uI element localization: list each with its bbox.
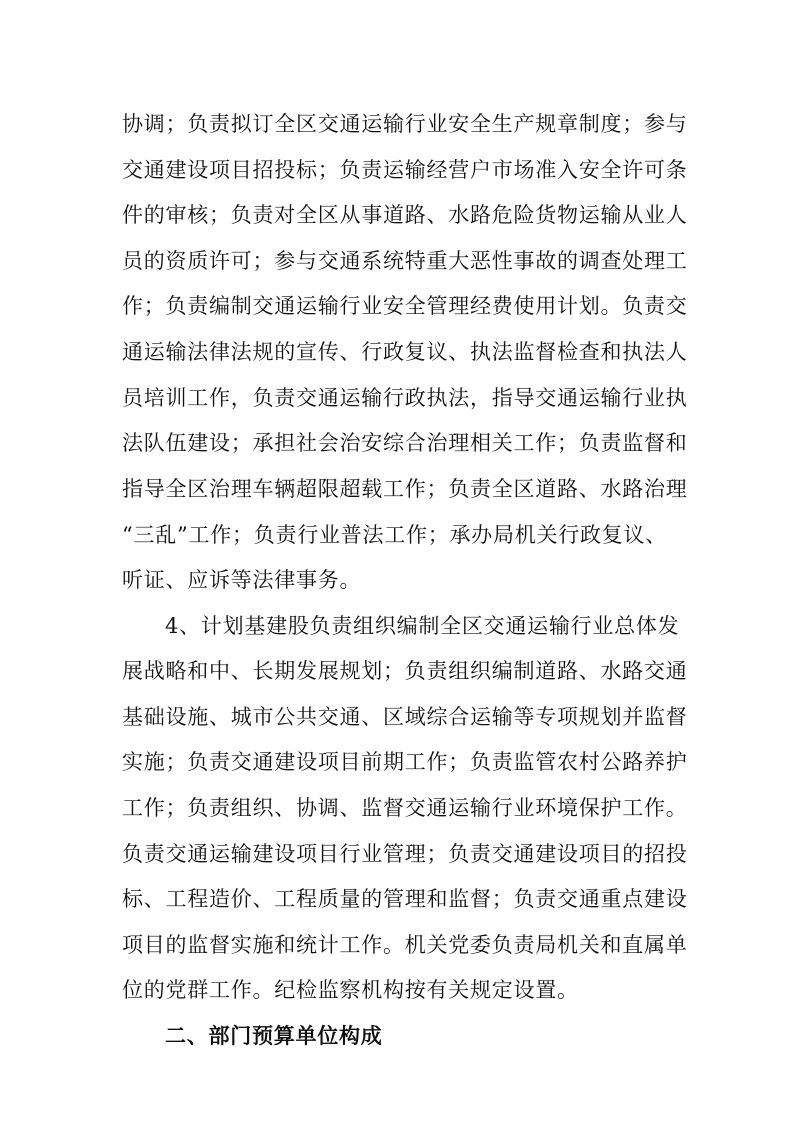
text-line: “三乱”工作；负责行业普法工作；承办局机关行政复议、: [122, 523, 667, 547]
text-line: 协调；负责拟订全区交通运输行业安全生产规章制度；参与: [122, 112, 688, 136]
text-line: 件的审核；负责对全区从事道路、水路危险货物运输从业人: [122, 203, 688, 227]
text-line: 通运输法律法规的宣传、行政复议、执法监督检查和执法人: [122, 340, 688, 364]
text-line: 员培训工作，负责交通运输行政执法，指导交通运输行业执: [122, 386, 688, 410]
text-line: 法队伍建设；承担社会治安综合治理相关工作；负责监督和: [122, 431, 688, 455]
text-line: 员的资质许可；参与交通系统特重大恶性事故的调查处理工: [122, 249, 688, 273]
text-line: 标、工程造价、工程质量的管理和监督；负责交通重点建设: [122, 887, 688, 911]
text-line: 作；负责编制交通运输行业安全管理经费使用计划。负责交: [122, 294, 688, 318]
text-line: 位的党群工作。纪检监察机构按有关规定设置。: [122, 978, 579, 1002]
text-line: 负责交通运输建设项目行业管理；负责交通建设项目的招投: [122, 842, 688, 866]
paragraph-start-line: 4、计划基建股负责组织编制全区交通运输行业总体发: [165, 614, 680, 638]
text-line: 展战略和中、长期发展规划；负责组织编制道路、水路交通: [122, 659, 688, 683]
text-line: 指导全区治理车辆超限超载工作；负责全区道路、水路治理: [122, 477, 688, 501]
section-heading: 二、部门预算单位构成: [165, 1023, 383, 1048]
text-line: 听证、应诉等法律事务。: [122, 568, 362, 592]
text-line: 项目的监督实施和统计工作。机关党委负责局机关和直属单: [122, 933, 688, 957]
text-line: 实施；负责交通建设项目前期工作；负责监管农村公路养护: [122, 750, 688, 774]
text-line: 工作；负责组织、协调、监督交通运输行业环境保护工作。: [122, 796, 688, 820]
text-line: 基础设施、城市公共交通、区域综合运输等专项规划并监督: [122, 705, 688, 729]
text-line: 交通建设项目招投标；负责运输经营户市场准入安全许可条: [122, 158, 688, 182]
